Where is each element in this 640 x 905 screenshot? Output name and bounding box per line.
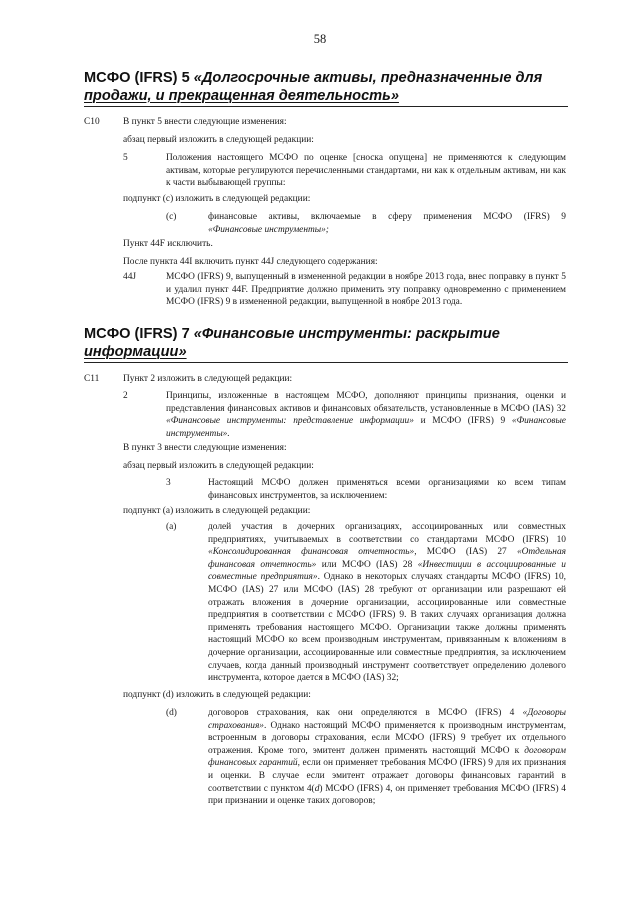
- subparagraph-label: (c): [166, 212, 177, 222]
- subparagraph-c-text: финансовые активы, включаемые в сферу применения МСФО (IFRS) 9 «Финансовые инструменты»;: [208, 212, 566, 235]
- subparagraph-a-text: долей участия в дочерних организациях, ассоциированных или совместных предприятиях, учитываемых в соответствии со стандартами МСФО (IFRS) 10 «Консолидированная финансовая отчетность», МСФО (IAS) 27 «Отдельная финансовая отчетность» или МСФО (IAS) 28 «Инвестиции в ассоциированные и совместные предприятия». Однако в некоторых случаях стандарты МСФО (IFRS) 10, МСФО (IAS) 27 или МСФО (IAS) 28 требуют от организации или разрешают ей отражать вложения в дочерние организации, ассоциированные или совместные предприятия в соответствии с МСФО (IFRS) 9. В таких случаях организация должна применять требования настоящего МСФО. Организации также должны применять настоящий МСФО ко всем производным инструментам, привязанным к вложениям в дочерние организации, ассоциированные или совместные предприятия, за исключением случаев, когда данный производный инструмент соответствует определению долевого инструмента, которое дается в МСФО (IAS) 32;: [208, 522, 567, 684]
- amendment-intro: В пункт 3 внести следующие изменения:: [123, 443, 287, 453]
- paragraph-44j-text: МСФО (IFRS) 9, выпущенный в измененной редакции в ноябре 2013 года, внес поправку в пункт 5 и удалил пункт 44F. Предприятие должно применить эту поправку одновременно с применением МСФО (IFRS) 9 в измененной редакции, выпущенной в ноябре 2013 года.: [166, 272, 566, 308]
- amendment-intro: Пункт 2 изложить в следующей редакции:: [123, 374, 293, 384]
- paragraph-5-text: Положения настоящего МСФО по оценке [сноска опущена] не применяются к следующим активам, которые регулируются перечисленными стандартами, ни как к отдельным активам, ни как к части выбывающей группы:: [166, 153, 566, 189]
- paragraph-number: 3: [166, 478, 171, 488]
- heading-divider: [84, 106, 568, 107]
- subparagraph-label: (a): [166, 522, 177, 532]
- subparagraph-label: (d): [166, 708, 177, 718]
- subparagraph-d-text: договоров страхования, как они определяются в МСФО (IFRS) 4 «Договоры страхования». Однако настоящий МСФО применяется к производным инструментам, встроенным в договоры страхования, если МСФО (IFRS) 9 требует их отдельного отражения. Кроме того, эмитент должен применять настоящий МСФО к договорам финансовых гарантий, если он применяет требования МСФО (IFRS) 9 для их признания и оценки. В случае если эмитент отражает договоры финансовых гарантий в соответствии с пунктом 4(d) МСФО (IFRS) 4, он применяет требования МСФО (IFRS) 4 при признании и оценке таких договоров;: [208, 708, 567, 807]
- amendment-code-c10: C10: [84, 117, 100, 127]
- section-heading-ifrs5: МСФО (IFRS) 5 «Долгосрочные активы, предназначенные для продажи, и прекращенная деятельность»: [84, 70, 543, 104]
- paragraph-number: 2: [123, 391, 128, 401]
- instruction-line: абзац первый изложить в следующей редакции:: [123, 461, 314, 471]
- amendment-intro: В пункт 5 внести следующие изменения:: [123, 117, 287, 127]
- paragraph-number: 44J: [123, 272, 137, 282]
- insertion-note: После пункта 44I включить пункт 44J следующего содержания:: [123, 257, 378, 267]
- page-number: 58: [313, 32, 327, 46]
- section-heading-ifrs7: МСФО (IFRS) 7 «Финансовые инструменты: раскрытие информации»: [84, 326, 500, 360]
- instruction-line: подпункт (с) изложить в следующей редакции:: [123, 194, 311, 204]
- instruction-line: абзац первый изложить в следующей редакции:: [123, 135, 314, 145]
- amendment-code-c11: C11: [84, 374, 100, 384]
- heading-divider: [84, 362, 568, 363]
- deletion-note: Пункт 44F исключить.: [123, 239, 213, 249]
- paragraph-2-text: Принципы, изложенные в настоящем МСФО, дополняют принципы признания, оценки и представления финансовых активов и финансовых обязательств, установленные в МСФО (IAS) 32 «Финансовые инструменты: представление информации» и МСФО (IFRS) 9 «Финансовые инструменты».: [166, 391, 566, 439]
- instruction-line: подпункт (d) изложить в следующей редакции:: [123, 690, 311, 700]
- paragraph-3-text: Настоящий МСФО должен применяться всеми организациями ко всем типам финансовых инструментов, за исключением:: [208, 478, 566, 501]
- paragraph-number: 5: [123, 153, 128, 163]
- instruction-line: подпункт (а) изложить в следующей редакции:: [123, 506, 311, 516]
